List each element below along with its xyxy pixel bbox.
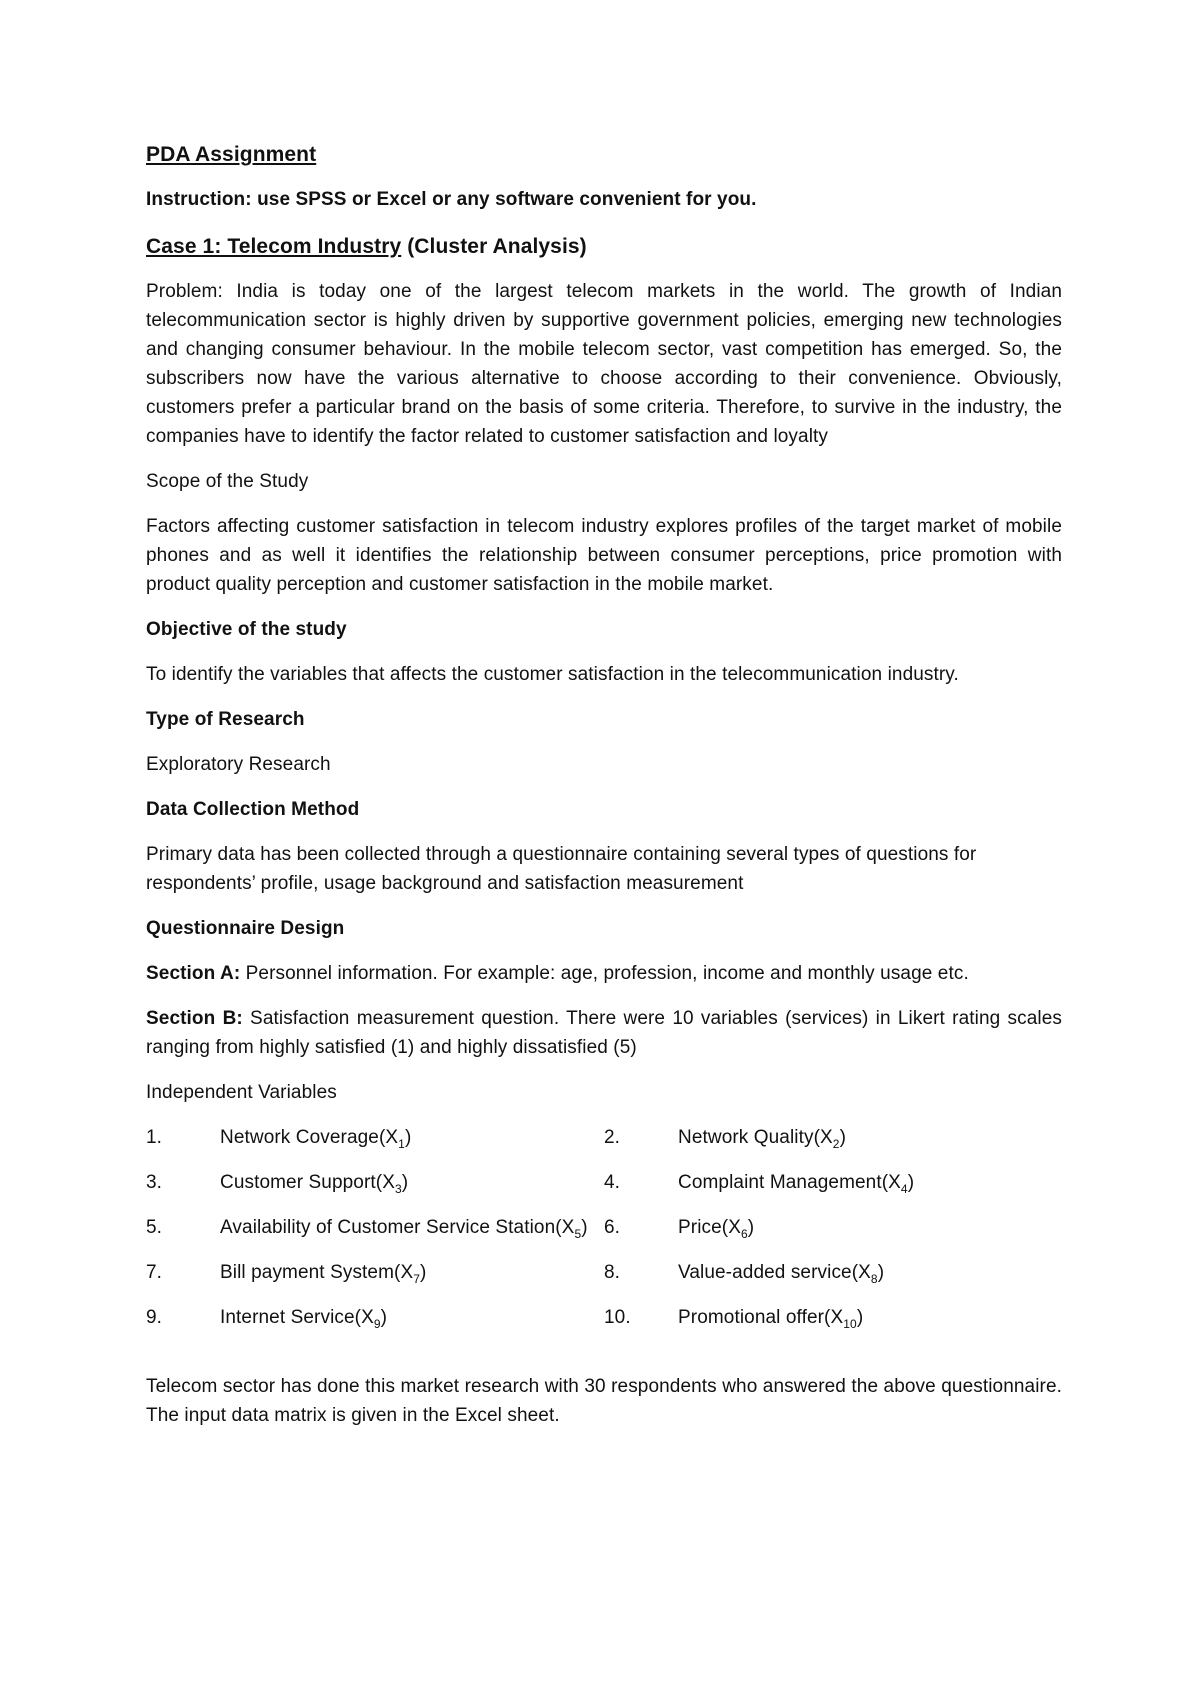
scope-paragraph: Factors affecting customer satisfaction in telecom industry explores profiles of the target market of mobile phones and as well it identifies the relationship between consumer perceptions, price promotion with product quality perception and customer satisfaction in the mobile market.	[146, 516, 1062, 595]
scope-heading: Scope of the Study	[146, 471, 309, 492]
section-a-text: Personnel information. For example: age, profession, income and monthly usage etc.	[240, 963, 969, 984]
section-b-text: Satisfaction measurement question. There were 10 variables (services) in Likert rating scales ranging from highly satisfied (1) and highly dissatisfied (5)	[146, 1008, 1062, 1058]
list-item	[604, 1303, 1062, 1332]
data-collection-heading: Data Collection Method	[146, 799, 360, 820]
variable-label: Promotional $offer(X_{10})$	[678, 1307, 864, 1331]
independent-variables-list	[146, 1123, 1062, 1332]
variable-label: Complaint $Management(X_4)$	[678, 1172, 915, 1196]
data-collection-paragraph: Primary data has been collected through a questionnaire containing several types of questions for respondents’ profile, usage background and satisfaction measurement	[146, 844, 977, 894]
variable-label: Internet $Service(X_9)$	[220, 1307, 388, 1331]
objective-heading: Objective of the study	[146, 619, 347, 640]
section-a-paragraph	[146, 959, 1062, 988]
list-item	[604, 1213, 1062, 1242]
variable-label: Network $Coverage(X_1)$	[220, 1127, 412, 1151]
list-item	[146, 1258, 604, 1287]
variable-number: 4.	[604, 1172, 621, 1193]
document-body	[146, 140, 1062, 1446]
variable-row	[146, 1258, 1062, 1287]
document-title: PDA Assignment	[146, 143, 317, 166]
section-b-label: Section B:	[146, 1008, 243, 1029]
variable-label: Customer $Support(X_3)$	[220, 1172, 409, 1196]
variable-row	[146, 1168, 1062, 1197]
list-item	[146, 1213, 604, 1242]
variable-number: 1.	[146, 1127, 163, 1148]
questionnaire-heading: Questionnaire Design	[146, 918, 345, 939]
variable-label: Network $Quality(X_2)$	[678, 1127, 847, 1151]
problem-paragraph: Problem: India is today one of the largest telecom markets in the world. The growth of Indian telecommunication sector is highly driven by supportive government policies, emerging new technologies and changing consumer behaviour. In the mobile telecom sector, vast competition has emerged. So, the subscribers now have the various alternative to choose according to their convenience. Obviously, customers prefer a particular brand on the basis of some criteria. Therefore, to survive in the industry, the companies have to identify the factor related to customer satisfaction and loyalty	[146, 281, 1062, 447]
research-type-text: Exploratory Research	[146, 754, 331, 775]
case-heading	[146, 232, 1062, 261]
list-item	[146, 1168, 604, 1197]
variable-row	[146, 1123, 1062, 1152]
list-item	[146, 1303, 604, 1332]
case-heading-underlined: Case 1: Telecom Industry	[146, 235, 402, 258]
section-a-label: Section A:	[146, 963, 241, 984]
case-heading-rest: (Cluster Analysis)	[401, 235, 587, 258]
variable-number: 3.	[146, 1172, 163, 1193]
variable-label: $Price(X_6)$	[678, 1217, 755, 1241]
closing-paragraph: Telecom sector has done this market research with 30 respondents who answered the above questionnaire. The input data matrix is given in the Excel sheet.	[146, 1376, 1062, 1426]
variable-label: Bill payment $System(X_7)$	[220, 1262, 427, 1286]
variable-number: 5.	[146, 1217, 163, 1238]
variable-number: 6.	[604, 1217, 621, 1238]
list-item	[146, 1123, 604, 1152]
section-b-paragraph	[146, 1004, 1062, 1062]
spacer	[146, 1348, 1062, 1372]
instruction-line: Instruction: use SPSS or Excel or any software convenient for you.	[146, 189, 757, 210]
variable-number: 7.	[146, 1262, 163, 1283]
list-item	[604, 1168, 1062, 1197]
variable-row	[146, 1213, 1062, 1242]
variable-number: 8.	[604, 1262, 621, 1283]
variable-number: 9.	[146, 1307, 163, 1328]
variable-label: Availability of Customer Service $Station(X_5)$	[220, 1217, 588, 1241]
research-type-heading: Type of Research	[146, 709, 305, 730]
objective-paragraph: To identify the variables that affects the customer satisfaction in the telecommunication industry.	[146, 664, 959, 685]
variable-row	[146, 1303, 1062, 1332]
list-item	[604, 1123, 1062, 1152]
variable-number: 10.	[604, 1307, 631, 1328]
independent-variables-heading: Independent Variables	[146, 1082, 337, 1103]
list-item	[604, 1258, 1062, 1287]
variable-number: 2.	[604, 1127, 621, 1148]
variable-label: Value-added $service(X_8)$	[678, 1262, 885, 1286]
